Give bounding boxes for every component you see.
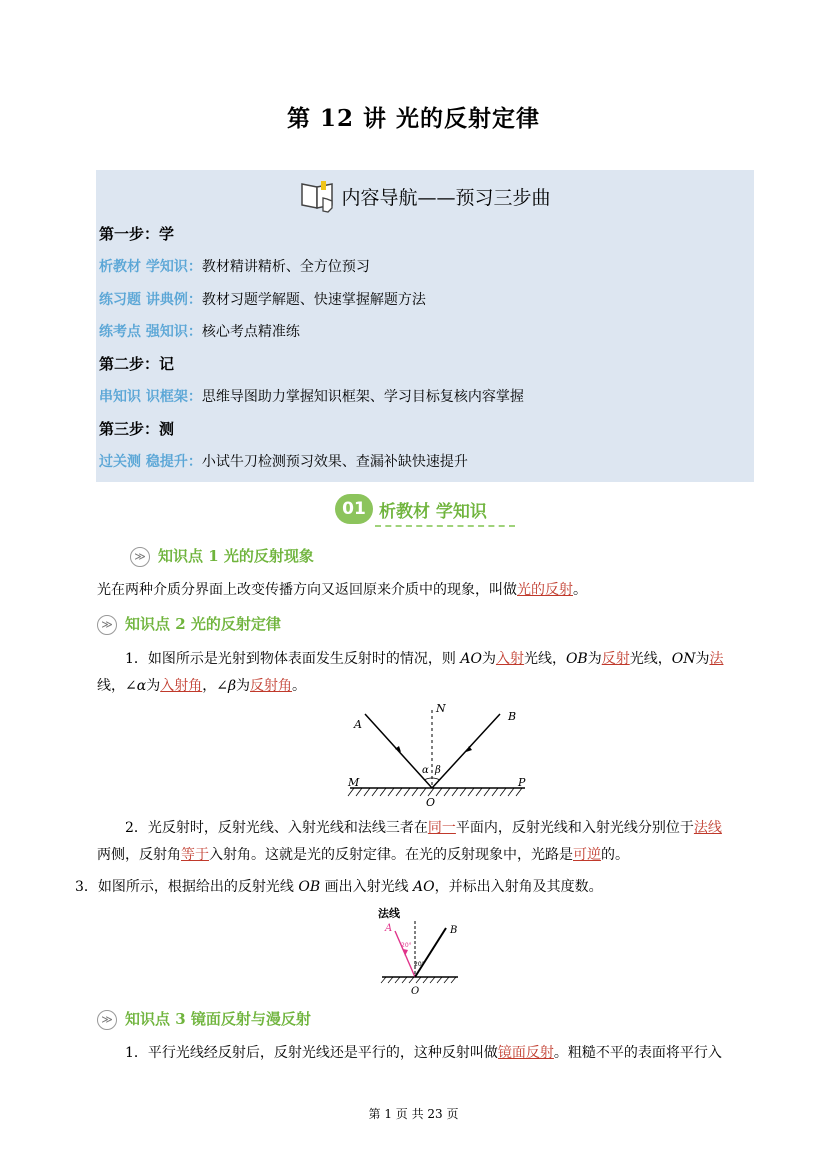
answer: 入射角: [160, 678, 203, 694]
nav-text: 教材精讲精析、全方位预习: [201, 259, 370, 275]
kp-title: 知识点 1 光的反射现象: [158, 547, 314, 565]
answer: 光的反射: [517, 582, 573, 598]
answer: 同一: [427, 820, 456, 836]
angle-reflect: 20°: [414, 961, 425, 968]
nav-key: 练习题 讲典例：: [99, 292, 202, 308]
section-label: 析教材 学知识: [379, 502, 487, 522]
page-title: 第 12 讲 光的反射定律: [286, 105, 541, 132]
knowledge-point-1: [130, 545, 314, 567]
section-number: 01: [335, 494, 373, 524]
nav-text: 小试牛刀检测预习效果、查漏补缺快速提升: [201, 454, 468, 470]
label-B: B: [508, 710, 517, 723]
angle-incident: 20°: [401, 942, 412, 949]
kp1-text: 光在两种介质分界面上改变传播方向又返回原来介质中的现象，叫做光的反射。: [97, 582, 587, 598]
knowledge-point-3: [97, 1008, 311, 1030]
incident-ray-diagram: [370, 903, 470, 998]
question-3: 3．如图所示，根据给出的反射光线 OB 画出入射光线 AO，并标出入射角及其度数。: [75, 879, 603, 895]
answer: 反射: [601, 651, 630, 667]
nav-key: 过关测 稳提升：: [99, 454, 202, 470]
answer: 反射角: [250, 678, 293, 694]
label-O: O: [411, 986, 420, 997]
label-normal: 法线: [378, 907, 400, 920]
nav-line-3: [99, 321, 300, 341]
book-pointer-icon: [299, 178, 339, 214]
chevron-circle-icon: ≫: [97, 615, 117, 635]
label-B: B: [450, 925, 458, 936]
reflection-diagram: [340, 700, 535, 810]
knowledge-point-2: [97, 613, 281, 635]
nav-line-1: [99, 256, 370, 276]
chevron-circle-icon: ≫: [97, 1010, 117, 1030]
nav-text: 教材习题学解题、快速掌握解题方法: [201, 292, 426, 308]
nav-line-4: [99, 386, 524, 406]
label-A: A: [354, 718, 362, 731]
chevron-circle-icon: ≫: [130, 547, 150, 567]
label-alpha: α: [422, 765, 429, 776]
answer: 法线: [693, 820, 722, 836]
label-N: N: [436, 702, 446, 715]
nav-key: 练考点 强知识：: [99, 324, 202, 340]
label-beta: β: [435, 765, 441, 776]
step-3: 第三步：测: [99, 420, 175, 438]
answer: 可逆: [573, 847, 601, 863]
answer: 法: [709, 651, 724, 667]
step-2: 第二步：记: [99, 355, 175, 373]
question-2-line-1: 2．光反射时，反射光线、入射光线和法线三者在同一平面内，反射光线和入射光线分别位于法线: [125, 820, 722, 836]
question-1-line-1: 1．如图所示是光射到物体表面发生反射时的情况，则 AO为入射光线，OB为反射光线，ON为法: [125, 651, 724, 667]
nav-heading-text: 内容导航——预习三步曲: [341, 186, 551, 209]
nav-text: 思维导图助力掌握知识框架、学习目标复核内容掌握: [201, 389, 524, 405]
page-footer: 第 1 页 共 23 页: [368, 1107, 459, 1121]
label-P: P: [518, 776, 526, 789]
question-1-line-2: 线，∠α为入射角，∠β为反射角。: [97, 678, 307, 694]
kp3-text: 1．平行光线经反射后，反射光线还是平行的，这种反射叫做镜面反射。粗糙不平的表面将平行入: [125, 1045, 722, 1061]
label-O: O: [426, 796, 436, 809]
question-2-line-2: 两侧，反射角等于入射角。这就是光的反射定律。在光的反射现象中，光路是可逆的。: [97, 847, 629, 863]
answer: 入射: [495, 651, 524, 667]
step-1: 第一步：学: [99, 225, 175, 243]
nav-key: 串知识 识框架：: [99, 389, 202, 405]
nav-line-5: [99, 451, 468, 471]
nav-key: 析教材 学知识：: [99, 259, 202, 275]
label-M: M: [348, 776, 360, 789]
section-divider: [375, 525, 515, 527]
label-A: A: [385, 923, 393, 934]
kp-title: 知识点 2 光的反射定律: [125, 615, 281, 633]
answer: 等于: [181, 847, 209, 863]
content-navigation: [96, 170, 754, 482]
nav-heading: [96, 178, 754, 214]
answer: 镜面反射: [497, 1045, 554, 1061]
nav-text: 核心考点精准练: [201, 324, 300, 340]
kp-title: 知识点 3 镜面反射与漫反射: [125, 1010, 311, 1028]
nav-line-2: [99, 289, 426, 309]
